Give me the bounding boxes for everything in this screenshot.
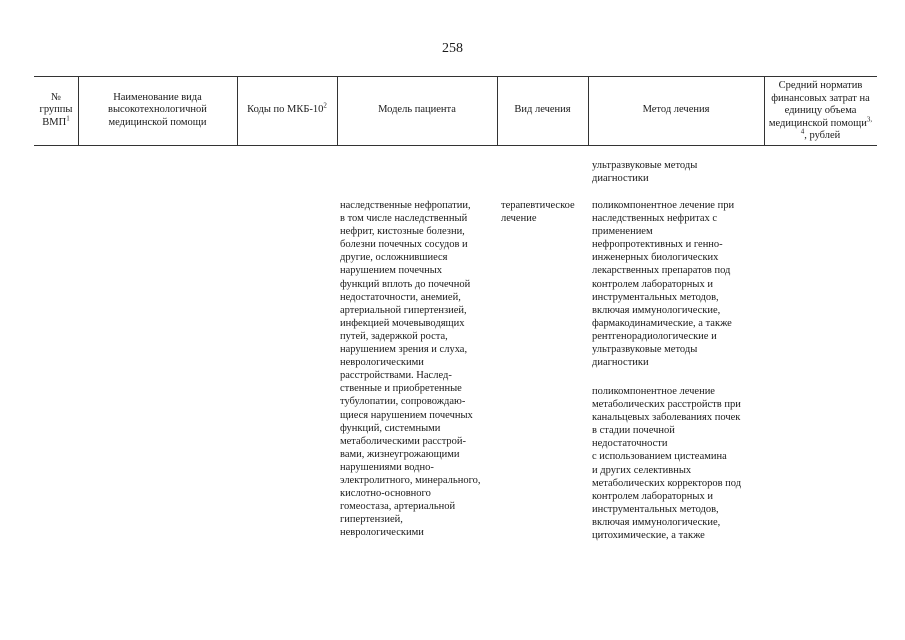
table-header-bottom-rule xyxy=(34,145,877,146)
header-group-number xyxy=(34,76,78,145)
header-treatment-method: Метод лечения xyxy=(642,104,710,116)
page-number: 258 xyxy=(442,41,463,56)
header-icd-codes: Коды по МКБ-$10^2$ xyxy=(247,101,327,116)
header-financial-standard: Средний норматив финансовых затрат на единицу объема медицинской помощи$^{3, 4}$, рублей xyxy=(768,80,873,142)
header-group-number-line2: группы xyxy=(39,104,73,116)
method-text-2: поликомпонентное лечение метаболических расстройств при канальцевых заболеваниях почек в стадии почечной недостаточности с использованием цистеамина и других селективных метаболических корректоров под контролем лабораторных и инструментальных методов, включая иммунологические, цитохимические, а также xyxy=(592,386,742,542)
header-care-type: Наименование вида высокотехнологичной медицинской помощи xyxy=(108,91,207,128)
method-text-1: поликомпонентное лечение при наследственных нефритах с применением нефропротективных и генно- инженерных биологических лекарственных препаратов под контролем лабораторных и инструментальных методов, включая иммунологические, фармакодинамические, а также рентгенорадиологические и ультразвуковые методы диагностики xyxy=(592,200,735,369)
treatment-type-text: терапевтическое лечение xyxy=(501,200,575,225)
patient-model-text: наследственные нефропатии, в том числе наследственный нефрит, кистозные болезни, болезни почечных сосудов и другие, осложнившиеся нарушением почечных функций вплоть до почечной недостаточности, анемией, артериальной гипертензией, инфекцией мочевыводящих путей, задержкой роста, нарушением зрения и слуха, неврологическими расстройствами. Наслед- ственные и приобретенные тубулопатии, сопровождаю- щиеся нарушением почечных функций, системными метаболическими расстрой- вами, жизнеугрожающими нарушениями водно- электролитного, минерального, кислотно-основного гомеостаза, артериальной гипертензией, неврологическими xyxy=(340,200,481,539)
header-treatment-type: Вид лечения xyxy=(514,104,571,116)
header-patient-model: Модель пациента xyxy=(378,104,456,116)
header-group-number-line3: ВМП$^1$ xyxy=(42,114,70,128)
header-group-number-line1: № xyxy=(50,91,62,103)
method-continuation: ультразвуковые методы диагностики xyxy=(592,160,698,185)
